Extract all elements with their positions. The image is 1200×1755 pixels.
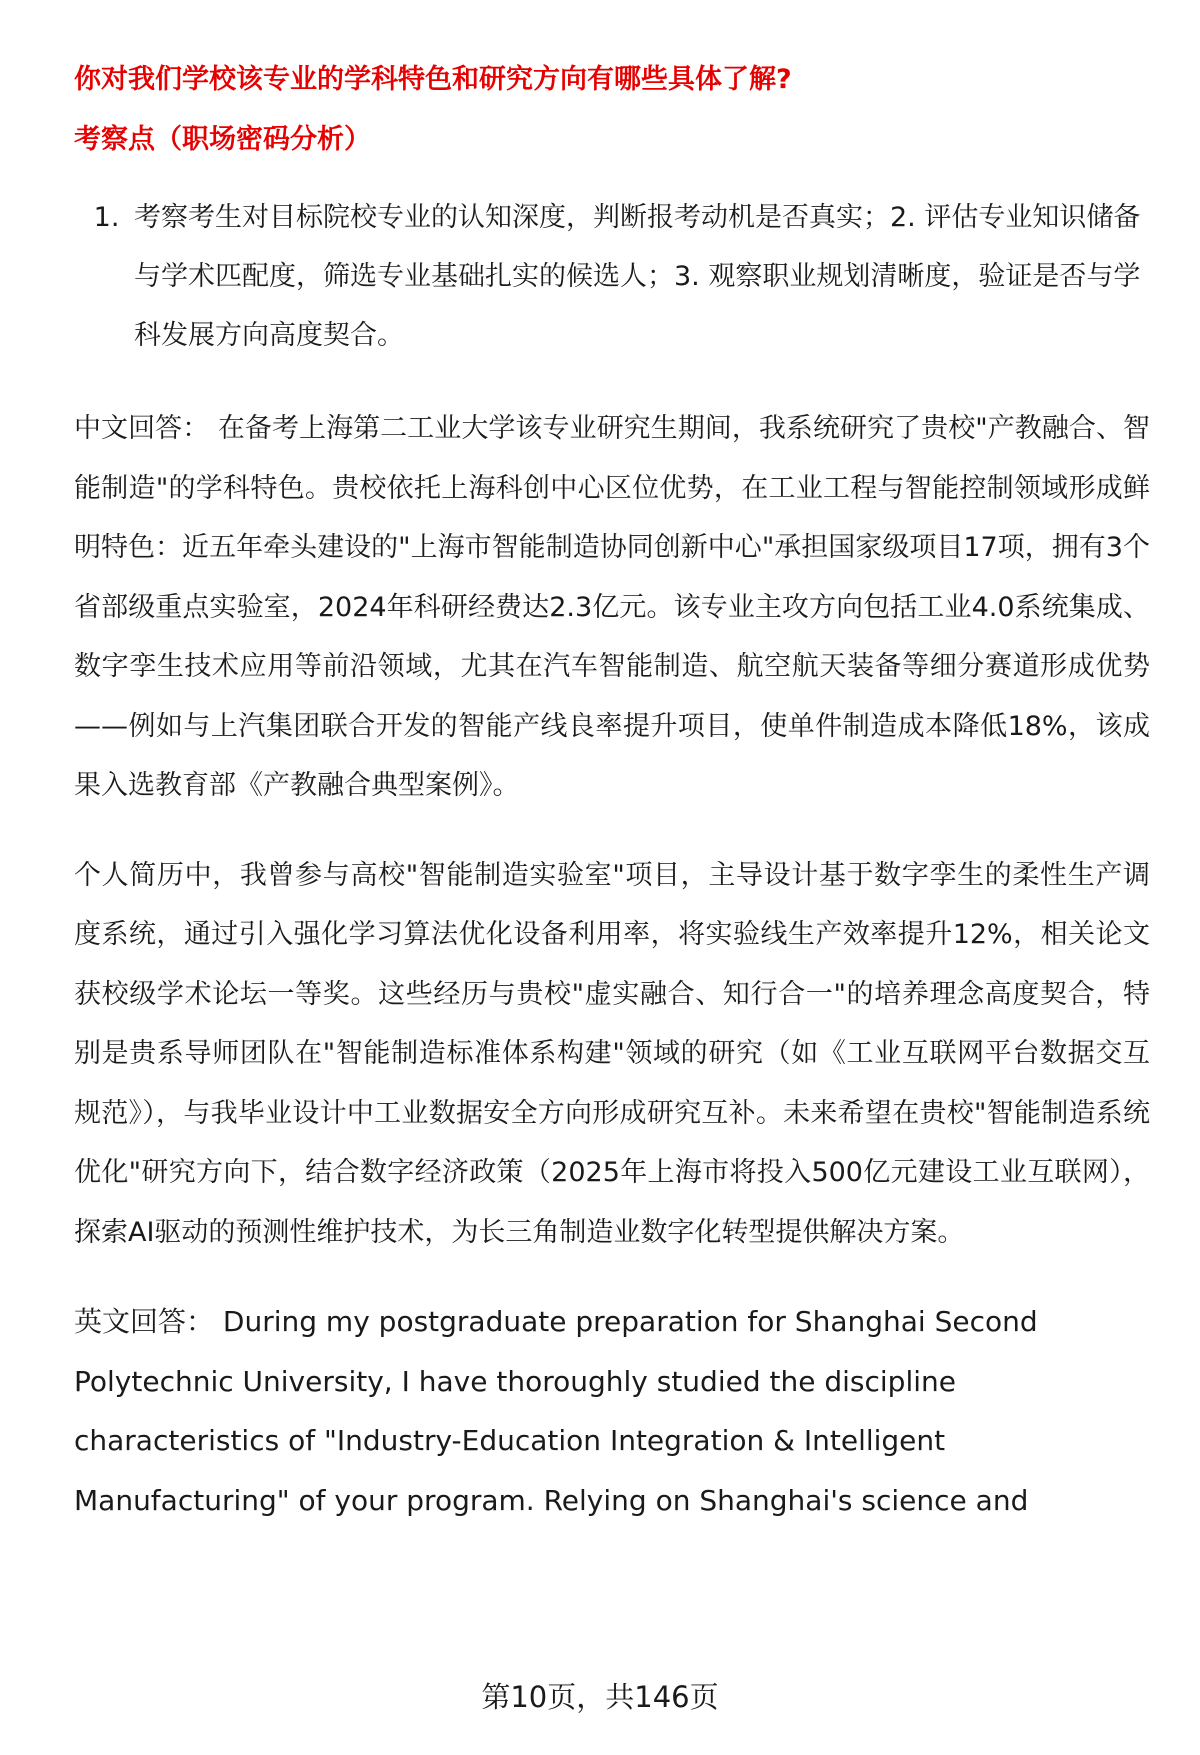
english-answer-paragraph: 英文回答： During my postgraduate preparation for Shanghai Second Polytechnic University, I have thoroughly studied the discipline characteristics of "Industry-Education Integration & Intelligent Manufacturing" of your program. Relying on Shanghai's science and — [74, 1305, 1038, 1517]
resume-paragraph: 个人简历中，我曾参与高校"智能制造实验室"项目，主导设计基于数字孪生的柔性生产调度系统，通过引入强化学习算法优化设备利用率，将实验线生产效率提升12%，相关论文获校级学术论坛一等奖。这些经历与贵校"虚实融合、知行合一"的培养理念高度契合，特别是贵系导师团队在"智能制造标准体系构建"领域的研究（如《工业互联网平台数据交互规范》），与我毕业设计中工业数据安全方向形成研究互补。未来希望在贵校"智能制造系统优化"研究方向下，结合数字经济政策（2025年上海市将投入500亿元建设工业互联网），探索AI驱动的预测性维护技术，为长三角制造业数字化转型提供解决方案。 — [74, 859, 1150, 1248]
chinese-answer-paragraph: 中文回答： 在备考上海第二工业大学该专业研究生期间，我系统研究了贵校"产教融合、智能制造"的学科特色。贵校依托上海科创中心区位优势，在工业工程与智能控制领域形成鲜明特色：近五年牵头建设的"上海市智能制造协同创新中心"承担国家级项目17项，拥有3个省部级重点实验室，2024年科研经费达2.3亿元。该专业主攻方向包括工业4.0系统集成、数字孪生技术应用等前沿领域，尤其在汽车智能制造、航空航天装备等细分赛道形成优势——例如与上汽集团联合开发的智能产线良率提升项目，使单件制造成本降低18%，该成果入选教育部《产教融合典型案例》。 — [74, 413, 1150, 801]
section-title: 考察点（职场密码分析） — [74, 124, 371, 155]
page-number-footer: 第10页，共146页 — [481, 1680, 719, 1714]
page-content — [74, 58, 1150, 1530]
list-item: 1. 考察考生对目标院校专业的认知深度，判断报考动机是否真实；2. 评估专业知识储备与学术匹配度，筛选专业基础扎实的候选人；3. 观察职业规划清晰度，验证是否与学科发展方向高度契合。 — [128, 188, 1150, 365]
assessment-points-list — [74, 188, 1150, 365]
interview-question: 你对我们学校该专业的学科特色和研究方向有哪些具体了解? — [74, 64, 792, 95]
